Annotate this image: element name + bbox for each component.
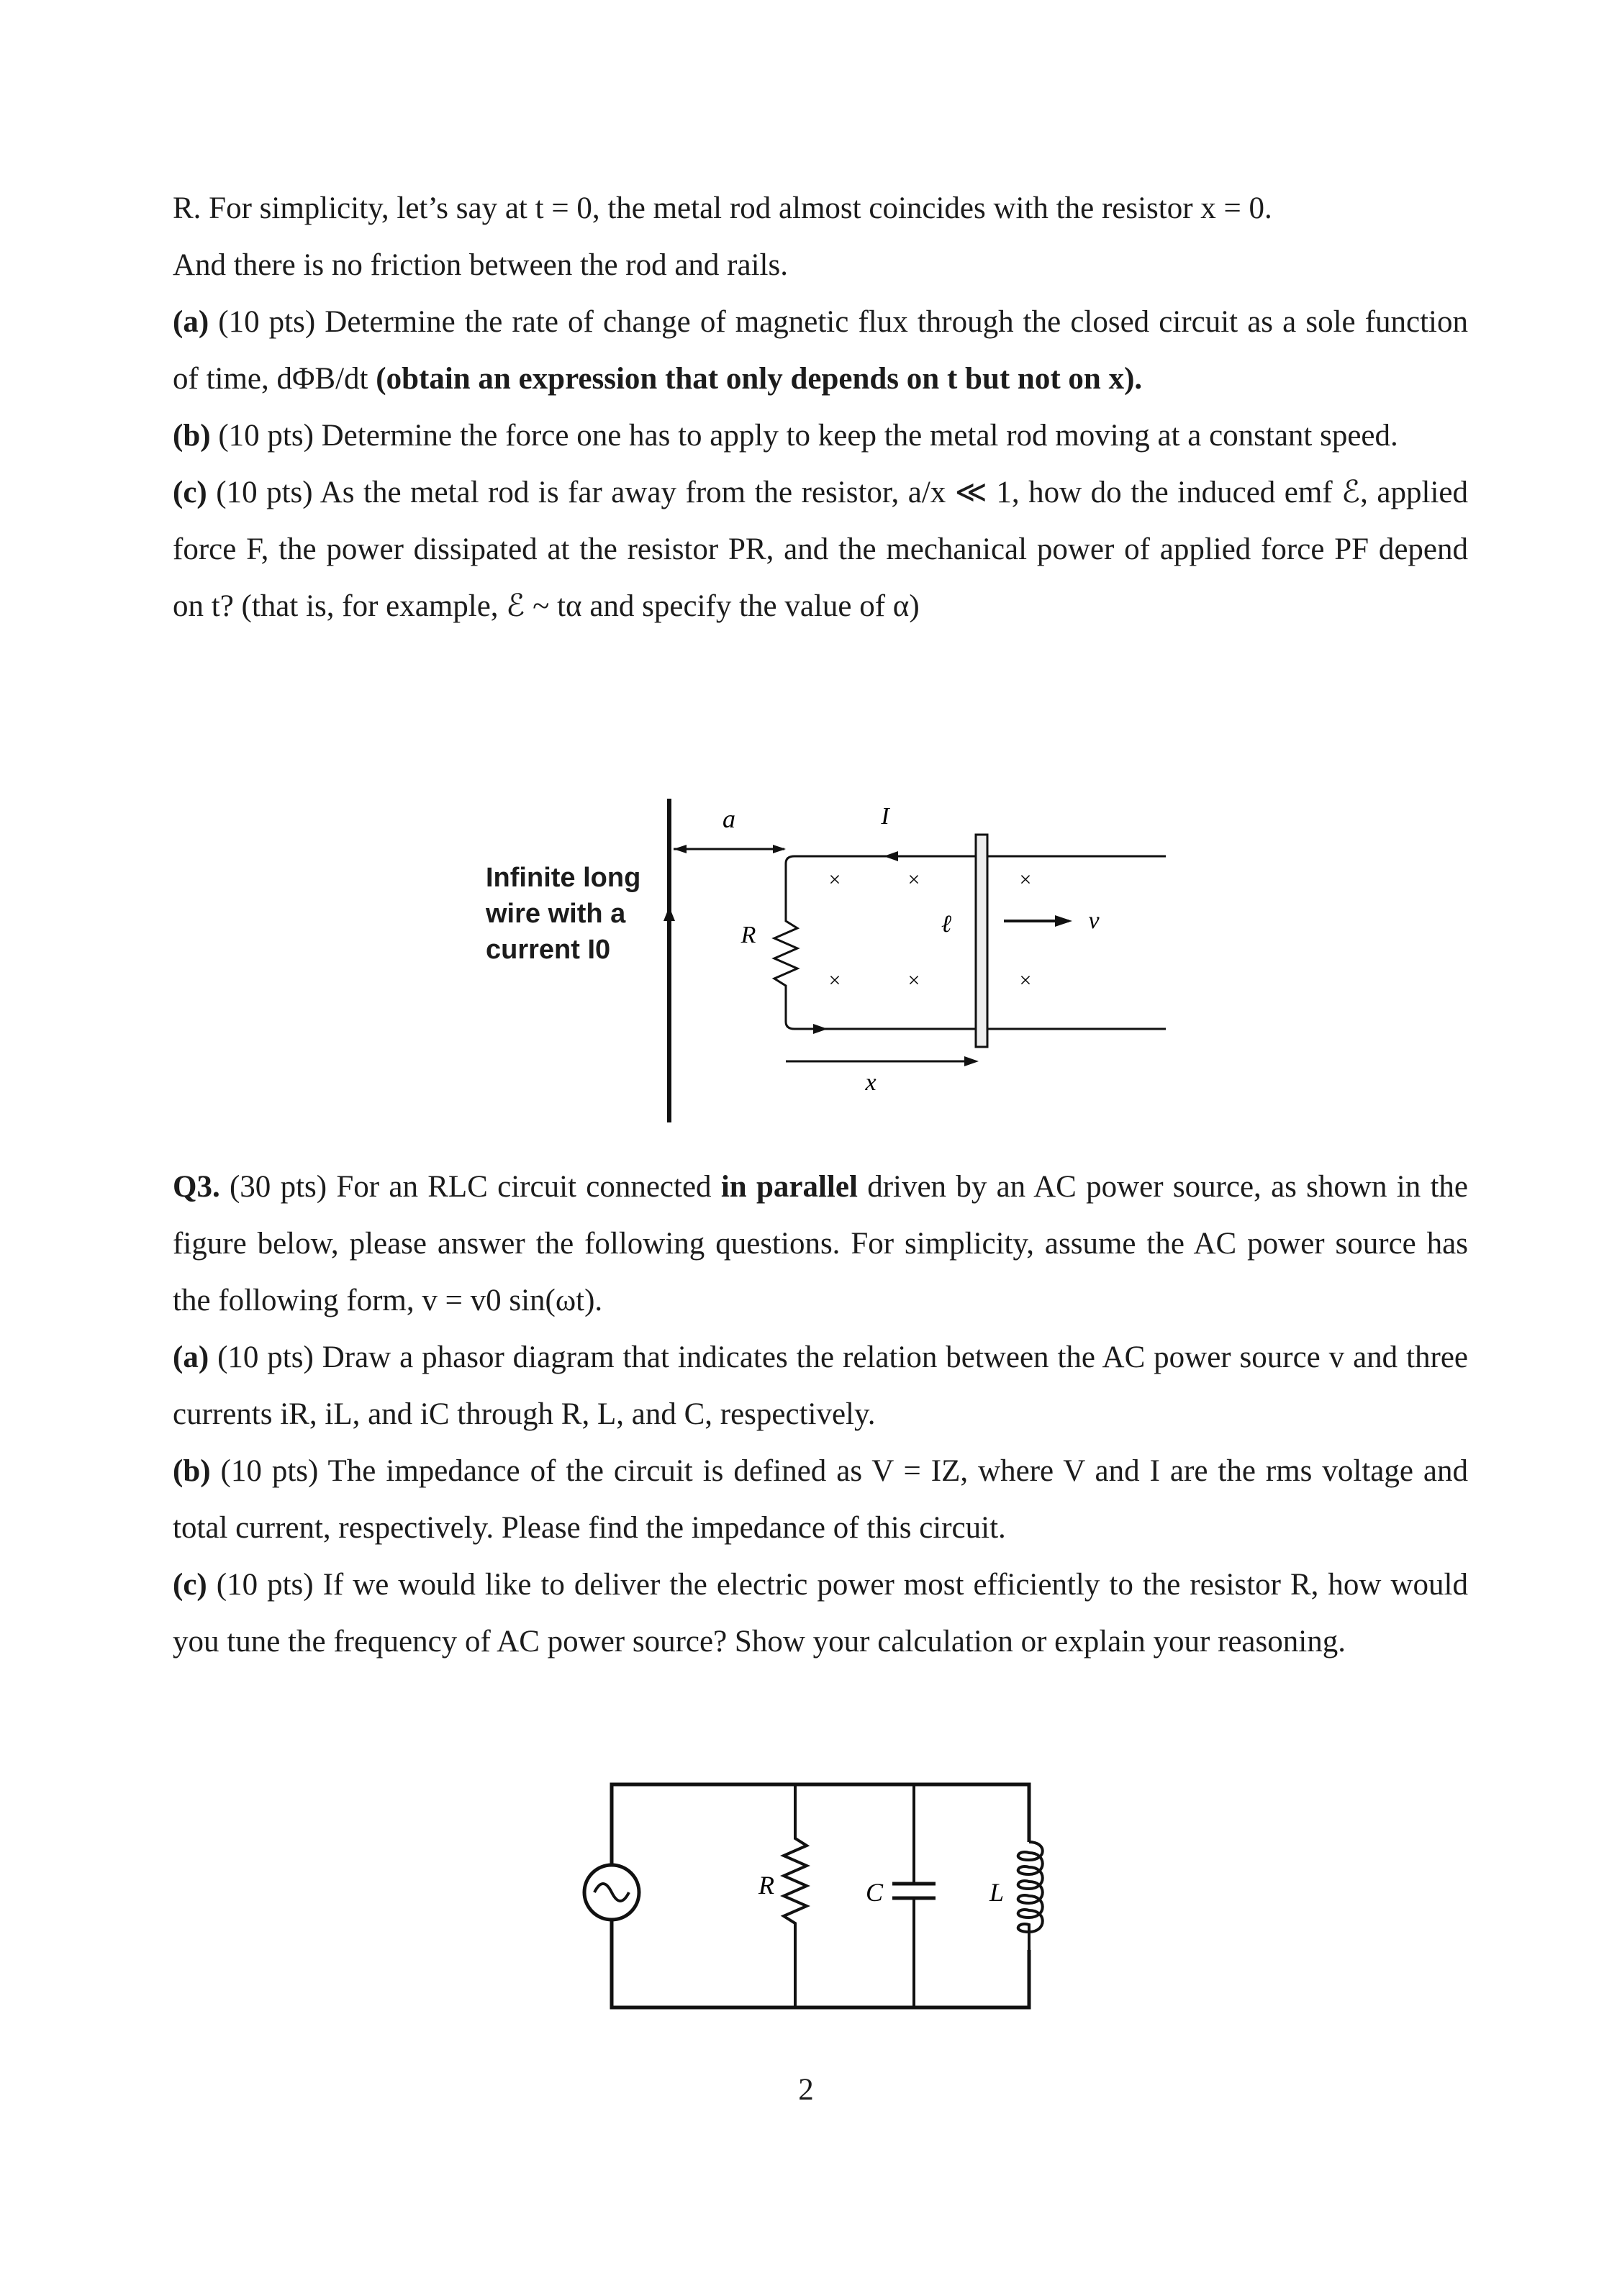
q3-part-c [173, 1556, 1468, 1670]
parallel-rlc-diagram [569, 1770, 1072, 2029]
q2-part-a-text: (10 pts) Determine the rate of change of magnetic flux through the closed circuit as a sole function of time, dΦB/dt [173, 305, 1469, 396]
q3-part-b [173, 1443, 1468, 1556]
question-2-continuation [173, 180, 1468, 635]
wire-label-line-1: Infinite long [486, 863, 641, 893]
label-R: R [740, 922, 756, 948]
wire-current-arrow-icon [663, 907, 675, 921]
current-arrow-icon [884, 851, 898, 861]
field-cross-icon: × [828, 868, 841, 891]
label-a: a [723, 804, 735, 833]
top-wire [612, 1784, 1029, 1864]
label-L: L [989, 1878, 1005, 1907]
label-v: v [1088, 907, 1100, 934]
q2-part-a [173, 294, 1468, 407]
wire-label-line-3: current I0 [486, 935, 611, 965]
label-rod-length: ℓ [941, 911, 952, 938]
bottom-wire [612, 1921, 1029, 2007]
metal-rod [976, 835, 987, 1047]
q3-part-b-label: (b) [173, 1454, 211, 1488]
q3-part-c-text: (10 pts) If we would like to deliver the electric power most efficiently to the resistor R, how would you tune the frequency of AC power source? Show your calculation or explain your reasoning. [173, 1568, 1468, 1659]
q2-part-b-label: (b) [173, 419, 211, 453]
q2-part-a-bold-text: (obtain an expression that only depends on t but not on x). [376, 362, 1143, 396]
inductor-L [1018, 1842, 1043, 1950]
label-R: R [758, 1871, 774, 1900]
page-number: 2 [798, 2073, 814, 2107]
q3-intro-text-2: driven by an AC power source, as shown in the figure below, please answer the following questions. For simplicity, assume the AC power source has the following form, v = v0 sin(ωt). [173, 1170, 1469, 1317]
q3-label: Q3. [173, 1170, 220, 1204]
arrowhead-right-icon [773, 845, 786, 853]
q2-part-c [173, 464, 1468, 635]
q2-part-c-label: (c) [173, 476, 207, 509]
field-cross-icon: × [907, 868, 920, 891]
q3-part-a [173, 1329, 1468, 1443]
arrowhead-left-icon [674, 845, 687, 853]
q2-line-1: R. For simplicity, let’s say at t = 0, the metal rod almost coincides with the resistor x = 0. [173, 191, 1272, 225]
q2-part-c-text: (10 pts) As the metal rod is far away from the resistor, a/x ≪ 1, how do the induced emf ℰ, applied force F, the power dissipated at the resistor PR, and the mechanical power of applied force PF depend on t? (that is, for example, ℰ ~ tα and specify the value of α) [173, 476, 1468, 623]
field-cross-icon: × [907, 968, 920, 992]
q3-part-b-text: (10 pts) The impedance of the circuit is defined as V = IZ, where V and I are the rms voltage and total current, respectively. Please find the impedance of this circuit. [173, 1454, 1468, 1545]
label-current-I: I [881, 803, 889, 830]
q2-part-a-label: (a) [173, 305, 209, 339]
q3-intro [173, 1158, 1468, 1329]
question-3 [173, 1158, 1468, 1670]
q3-part-a-text: (10 pts) Draw a phasor diagram that indicates the relation between the AC power source v and three currents iR, iL, and iC through R, L, and C, respectively. [173, 1340, 1469, 1431]
rod-rail-circuit-figure [486, 791, 1166, 1130]
arrowhead-right-icon [964, 1056, 979, 1066]
q2-part-b-text: (10 pts) Determine the force one has to apply to keep the metal rod moving at a constant speed. [218, 419, 1398, 453]
velocity-arrowhead-icon [1055, 915, 1072, 927]
label-x: x [865, 1069, 877, 1096]
field-cross-icon: × [1019, 968, 1032, 992]
q2-line-2: And there is no friction between the rod and rails. [173, 248, 788, 282]
q3-intro-text-1: (30 pts) For an RLC circuit connected [229, 1170, 712, 1204]
resistor-R [774, 892, 797, 1007]
field-cross-icon: × [1019, 868, 1032, 891]
q3-part-a-label: (a) [173, 1340, 209, 1374]
label-C: C [865, 1878, 884, 1907]
q3-part-c-label: (c) [173, 1568, 207, 1602]
bottom-current-arrow-icon [813, 1024, 828, 1034]
resistor-R [784, 1784, 807, 2007]
q3-intro-bold: in parallel [720, 1170, 858, 1204]
q2-part-b [173, 407, 1468, 464]
rod-rail-circuit-diagram [489, 791, 1166, 1130]
wire-label-line-2: wire with a [486, 899, 626, 929]
field-cross-icon: × [828, 968, 841, 992]
parallel-rlc-circuit-figure [569, 1770, 1072, 2029]
